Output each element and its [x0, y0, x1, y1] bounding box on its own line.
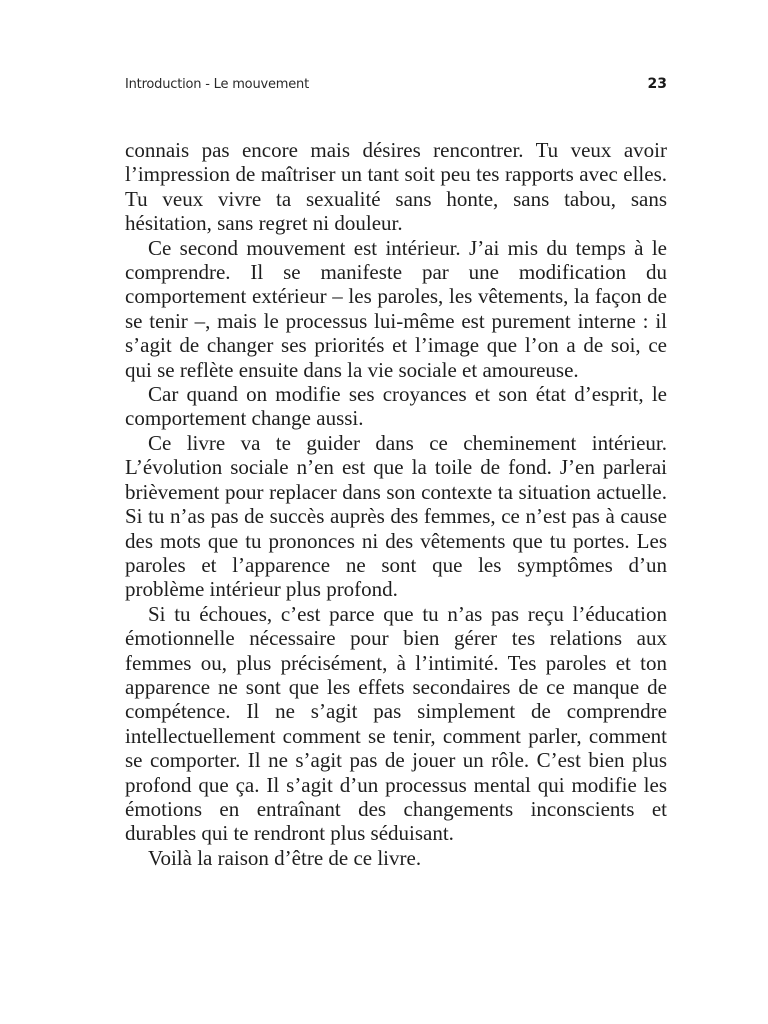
paragraph-continued: connais pas encore mais désires rencontrer. Tu veux avoir l’impression de maîtriser un tant soit peu tes rapports avec elles. Tu veux vivre ta sexualité sans honte, sans tabou, sans hésitation, sans regret ni douleur.	[125, 138, 667, 236]
paragraph: Si tu échoues, c’est parce que tu n’as pas reçu l’éducation émotionnelle nécessaire pour bien gérer tes relations aux femmes ou, plus précisément, à l’intimité. Tes paroles et ton apparence ne sont que les effets secondaires de ce manque de compétence. Il ne s’agit pas simplement de comprendre intellectuellement comment se tenir, comment parler, comment se comporter. Il ne s’agit pas de jouer un rôle. C’est bien plus profond que ça. Il s’agit d’un processus mental qui modifie les émotions en entraînant des changements inconscients et durables qui te rendront plus séduisant.	[125, 601, 667, 846]
paragraph: Voilà la raison d’être de ce livre.	[148, 845, 422, 870]
running-head	[125, 77, 667, 97]
paragraph: Ce second mouvement est intérieur. J’ai mis du temps à le comprendre. Il se manifeste par une modification du comportement extérieur – les paroles, les vêtements, la façon de se tenir –, mais le processus lui-même est purement interne : il s’agit de changer ses priorités et l’image que l’on a de soi, ce qui se reflète ensuite dans la vie sociale et amoureuse.	[125, 235, 667, 382]
body-text	[125, 138, 667, 870]
paragraph: Car quand on modifie ses croyances et son état d’esprit, le comportement change aussi.	[125, 382, 667, 431]
page-number: 23	[647, 76, 667, 92]
running-title: Introduction - Le mouvement	[125, 77, 309, 92]
paragraph: Ce livre va te guider dans ce cheminement intérieur. L’évolution sociale n’en est que la toile de fond. J’en parlerai brièvement pour replacer dans son contexte ta situation actuelle. Si tu n’as pas de succès auprès des femmes, ce n’est pas à cause des mots que tu prononces ni des vêtements que tu portes. Les paroles et l’apparence ne sont que les symptômes d’un problème intérieur plus profond.	[125, 430, 667, 602]
